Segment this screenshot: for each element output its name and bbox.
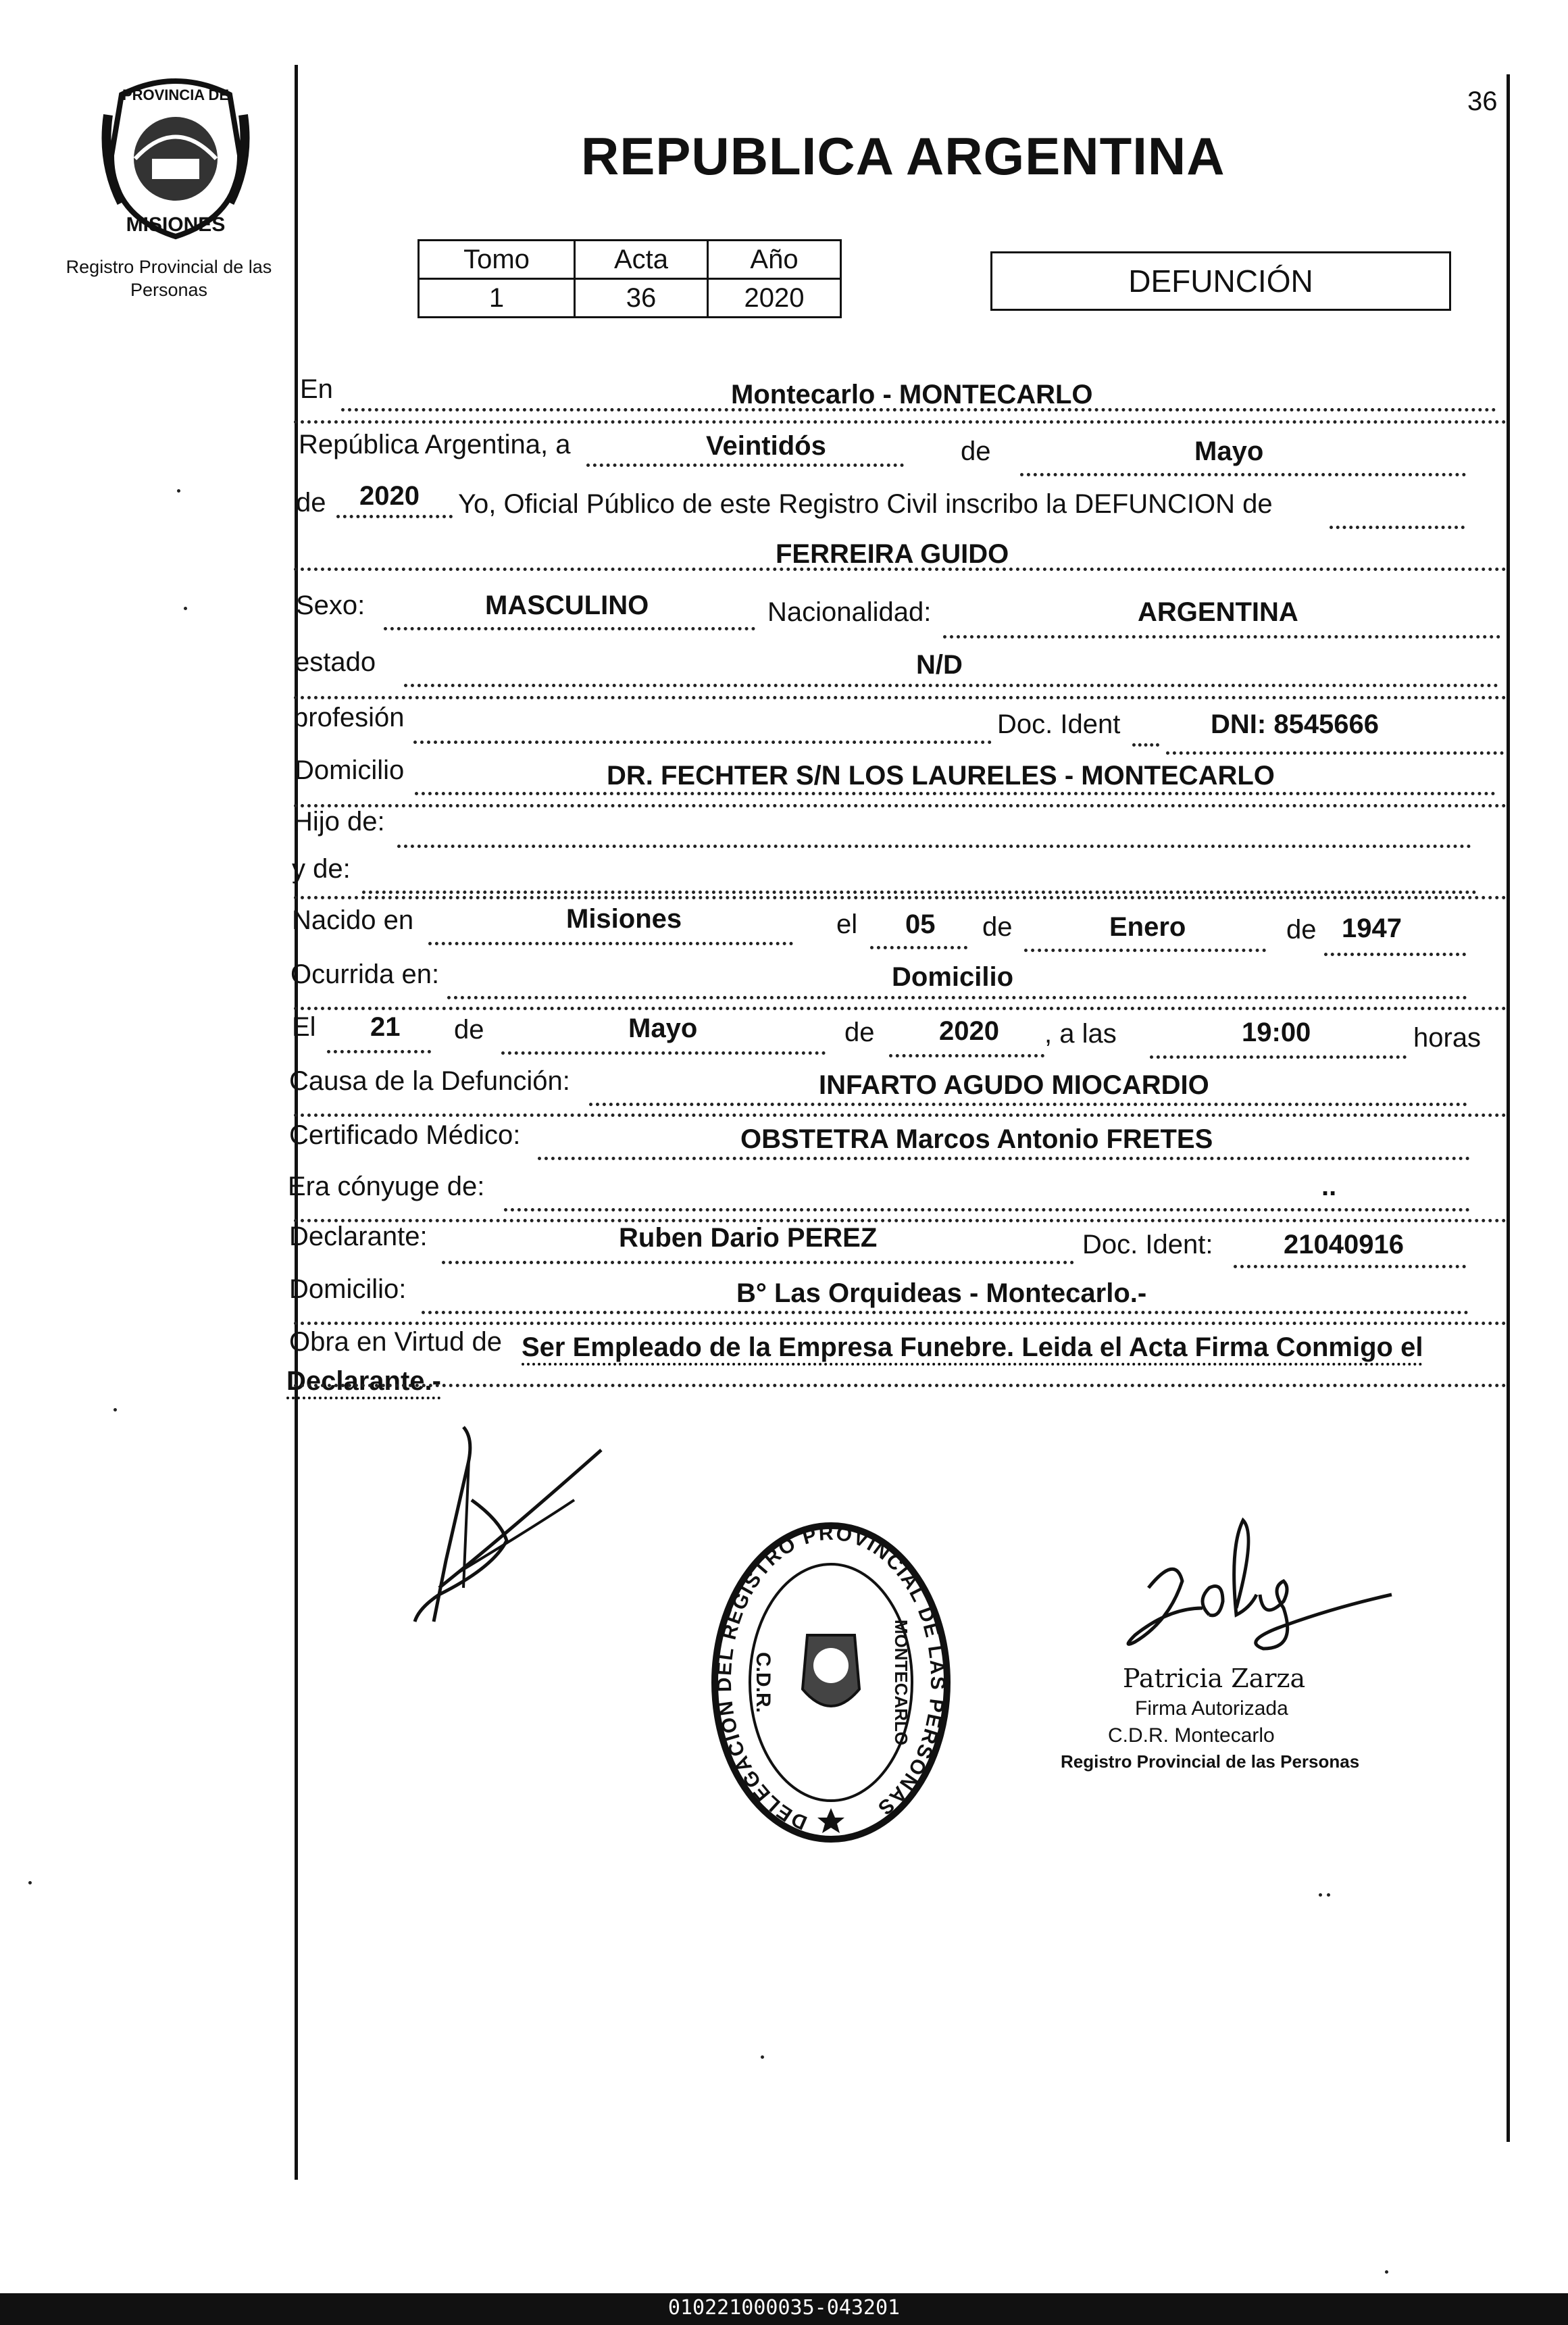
day-words-value: Veintidós <box>706 431 826 461</box>
official-office: C.D.R. Montecarlo <box>1108 1724 1275 1747</box>
dotted-line <box>294 1384 1507 1387</box>
horas-label: horas <box>1413 1023 1482 1053</box>
declarante-label: Declarante: <box>289 1222 428 1251</box>
dotted-line <box>362 891 1477 894</box>
obra-value: Ser Empleado de la Empresa Funebre. Leida el Acta Firma Conmigo el <box>522 1332 1423 1362</box>
scan-speck <box>184 607 187 610</box>
scan-speck <box>1319 1893 1322 1897</box>
birth-de-label: de <box>982 912 1013 942</box>
birth-day-value: 05 <box>905 909 936 939</box>
record-type-box: DEFUNCIÓN <box>990 251 1451 311</box>
sexo-value: MASCULINO <box>485 591 649 620</box>
a-las-label: , a las <box>1044 1019 1117 1049</box>
dotted-line <box>336 515 453 518</box>
dotted-line <box>1020 473 1466 476</box>
decl-domicilio-value: B° Las Orquideas - Montecarlo.- <box>736 1278 1147 1308</box>
scan-speck <box>1385 2270 1388 2274</box>
sexo-label: Sexo: <box>296 591 365 620</box>
birth-de-label: de <box>1286 915 1317 945</box>
scan-speck <box>28 1881 32 1884</box>
record-table <box>418 239 842 318</box>
dotted-line <box>294 896 1507 899</box>
de-label: de <box>961 436 991 466</box>
document-title: REPUBLICA ARGENTINA <box>581 126 1225 186</box>
scan-speck <box>1327 1893 1330 1897</box>
dotted-line <box>501 1051 826 1055</box>
official-name: Patricia Zarza <box>1123 1664 1306 1693</box>
logo-top-text: PROVINCIA DE <box>122 86 230 103</box>
official-signature <box>1108 1507 1405 1662</box>
dotted-line <box>294 1219 1507 1222</box>
hijo-label: Hijo de: <box>293 807 385 836</box>
estado-value: N/D <box>916 650 963 680</box>
death-de-label: de <box>454 1015 484 1045</box>
death-de-label: de <box>844 1018 875 1047</box>
nacionalidad-label: Nacionalidad: <box>767 597 932 627</box>
doc-ident-value: DNI: 8545666 <box>1211 709 1380 739</box>
de-label: de <box>296 488 326 518</box>
conyuge-label: Era cónyuge de: <box>288 1172 485 1201</box>
month-value: Mayo <box>1194 436 1264 466</box>
dotted-line <box>294 1322 1507 1325</box>
nacido-label: Nacido en <box>292 905 414 935</box>
dotted-line <box>1324 953 1466 956</box>
dotted-line <box>428 942 793 945</box>
provincial-logo <box>95 74 257 243</box>
dotted-line <box>413 741 992 744</box>
dotted-line <box>404 684 1498 687</box>
registry-caption: Registro Provincial de las Personas <box>66 257 272 300</box>
decl-domicilio-label: Domicilio: <box>289 1274 407 1304</box>
dotted-line <box>294 804 1507 807</box>
dotted-line <box>294 1114 1507 1117</box>
inscribo-text: Yo, Oficial Público de este Registro Civil inscribo la DEFUNCION de <box>458 489 1273 519</box>
causa-label: Causa de la Defunción: <box>289 1066 570 1096</box>
dotted-line <box>294 696 1507 699</box>
official-registry: Registro Provincial de las Personas <box>1061 1751 1360 1772</box>
death-month-value: Mayo <box>628 1014 698 1043</box>
republica-label: República Argentina, a <box>299 430 571 459</box>
dotted-line <box>327 1050 431 1053</box>
dotted-line <box>384 627 755 630</box>
place-value: Montecarlo - MONTECARLO <box>731 380 1093 409</box>
dotted-line <box>1330 526 1465 529</box>
y-de-label: y de: <box>292 854 351 884</box>
scan-speck <box>177 489 180 493</box>
seal-ring-text: DELEGACION DEL REGISTRO PROVINCIAL DE LAS PERSONAS <box>713 1522 949 1834</box>
dotted-line <box>422 1311 1469 1314</box>
scan-speck <box>761 2055 764 2059</box>
dotted-line <box>1150 1055 1407 1059</box>
acta-header: Acta <box>575 241 708 279</box>
dotted-line <box>415 792 1496 795</box>
causa-value: INFARTO AGUDO MIOCARDIO <box>819 1070 1209 1100</box>
tomo-value: 1 <box>419 279 575 318</box>
dotted-line <box>943 635 1500 639</box>
nacionalidad-value: ARGENTINA <box>1138 597 1298 627</box>
dotted-line <box>1132 743 1159 747</box>
dotted-line <box>294 1007 1507 1010</box>
acta-value: 36 <box>575 279 708 318</box>
obra-label: Obra en Virtud de <box>289 1327 503 1357</box>
page-number: 36 <box>1467 86 1498 116</box>
domicilio-label: Domicilio <box>295 755 405 785</box>
dotted-line <box>504 1208 1470 1211</box>
estado-label: estado <box>295 647 376 677</box>
dotted-line <box>1234 1265 1466 1268</box>
logo-bottom-text: MISIONES <box>126 214 226 236</box>
tomo-header: Tomo <box>419 241 575 279</box>
el-label: El <box>292 1012 316 1042</box>
nacido-en-value: Misiones <box>566 904 682 934</box>
en-label: En <box>300 374 333 404</box>
dotted-line <box>538 1157 1470 1160</box>
official-seal <box>709 1520 953 1851</box>
dotted-line <box>586 464 904 467</box>
dotted-line <box>870 946 967 949</box>
dotted-line <box>1024 949 1266 952</box>
el-label: el <box>836 909 858 939</box>
dotted-line <box>889 1054 1044 1057</box>
year-value: 2020 <box>359 481 420 511</box>
certificado-label: Certificado Médico: <box>289 1120 521 1150</box>
scan-speck <box>113 1408 117 1411</box>
anio-value: 2020 <box>708 279 841 318</box>
birth-month-value: Enero <box>1109 912 1186 942</box>
ocurrida-value: Domicilio <box>892 962 1014 992</box>
decl-doc-value: 21040916 <box>1284 1230 1404 1259</box>
declarant-signature <box>399 1419 615 1662</box>
dotted-line <box>442 1261 1074 1264</box>
conyuge-mark: .. <box>1321 1172 1337 1201</box>
declarante-value: Ruben Dario PEREZ <box>619 1223 878 1253</box>
certificado-value: OBSTETRA Marcos Antonio FRETES <box>740 1124 1213 1154</box>
domicilio-value: DR. FECHTER S/N LOS LAURELES - MONTECARLO <box>607 761 1275 791</box>
obra-value-continued: Declarante.- <box>286 1366 441 1396</box>
dotted-line <box>589 1103 1467 1106</box>
right-margin-line <box>1507 74 1510 2142</box>
dotted-line <box>1166 751 1504 755</box>
dotted-line <box>447 996 1467 999</box>
dotted-line <box>397 845 1471 848</box>
seal-inner-left: C.D.R. <box>752 1652 774 1713</box>
profesion-label: profesión <box>293 703 405 732</box>
death-time-value: 19:00 <box>1242 1018 1311 1047</box>
dotted-line <box>294 420 1507 424</box>
doc-ident-label: Doc. Ident <box>997 709 1121 739</box>
ocurrida-label: Ocurrida en: <box>290 959 440 989</box>
deceased-name: FERREIRA GUIDO <box>776 539 1009 569</box>
death-year-value: 2020 <box>939 1016 999 1046</box>
decl-doc-label: Doc. Ident: <box>1082 1230 1213 1259</box>
anio-header: Año <box>708 241 841 279</box>
death-day-value: 21 <box>370 1012 401 1042</box>
seal-inner-right: MONTECARLO <box>891 1619 911 1746</box>
official-title: Firma Autorizada <box>1135 1697 1288 1720</box>
birth-year-value: 1947 <box>1342 914 1402 943</box>
document-code: 010221000035-043201 <box>667 2296 901 2320</box>
